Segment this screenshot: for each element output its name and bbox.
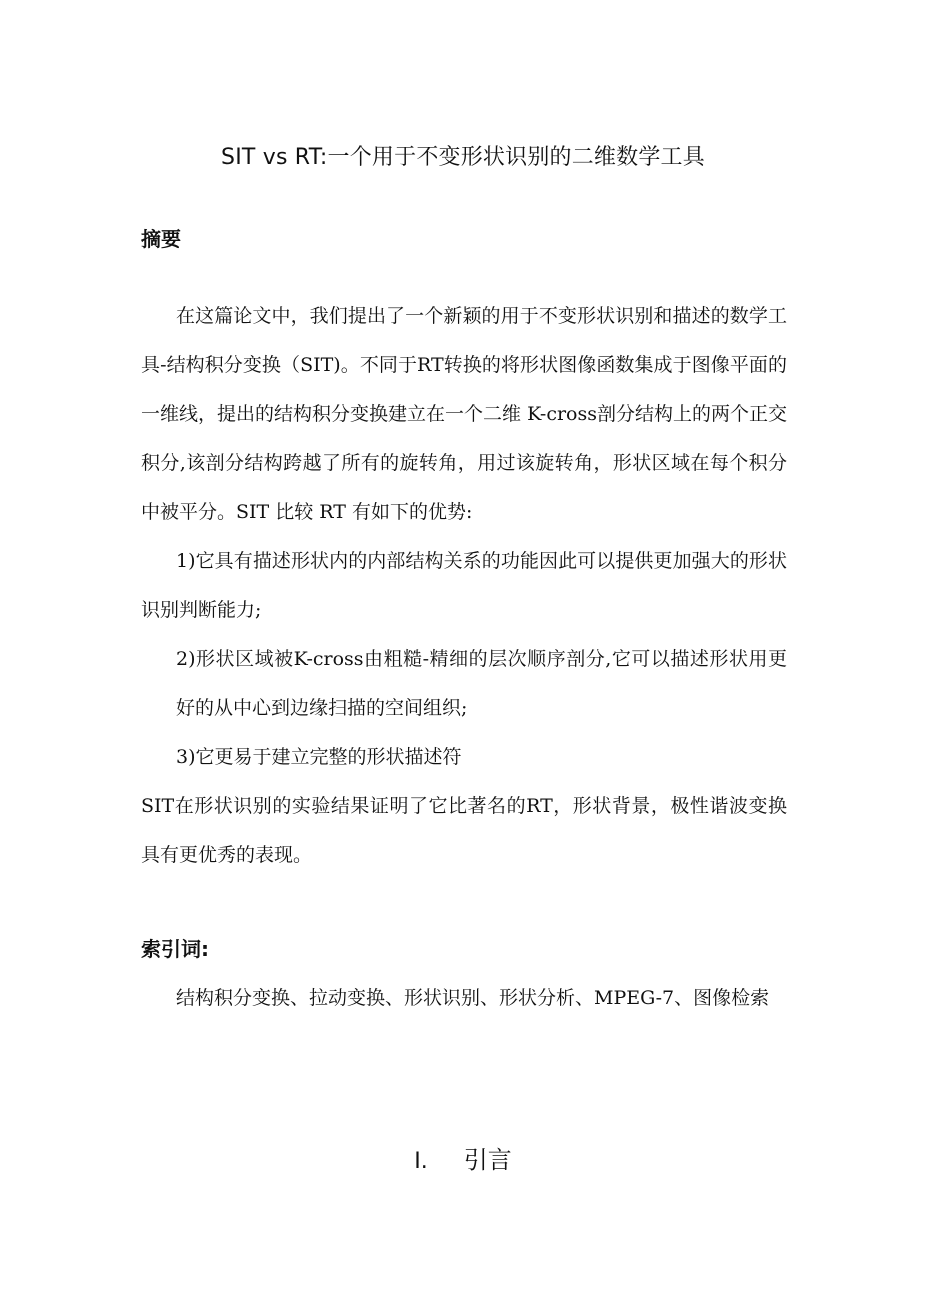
advantage-item-1: 1)它具有描述形状内的内部结构关系的功能因此可以提供更加强大的形状识别判断能力; bbox=[141, 550, 787, 621]
abstract-body bbox=[141, 292, 787, 880]
index-terms-body bbox=[141, 974, 787, 1023]
section-number: I. bbox=[414, 1149, 428, 1174]
abstract-conclusion: SIT在形状识别的实验结果证明了它比著名的RT，形状背景，极性谐波变换具有更优秀的表现。 bbox=[141, 795, 787, 866]
abstract-heading: 摘要 bbox=[141, 227, 181, 251]
keywords-text: 结构积分变换、拉动变换、形状识别、形状分析、MPEG-7、图像检索 bbox=[176, 987, 770, 1009]
index-terms-heading: 索引词: bbox=[141, 937, 209, 961]
section-title: 引言 bbox=[463, 1146, 512, 1174]
advantage-item-2: 2)形状区域被K-cross由粗糙-精细的层次顺序剖分,它可以描述形状用更好的从中心到边缘扫描的空间组织; bbox=[176, 648, 787, 719]
abstract-paragraph: 在这篇论文中，我们提出了一个新颖的用于不变形状识别和描述的数学工具-结构积分变换（SIT)。不同于RT转换的将形状图像函数集成于图像平面的一维线，提出的结构积分变换建立在一个二维 K-cross剖分结构上的两个正交积分,该剖分结构跨越了所有的旋转角，用过该旋转角，形状区域在每个积分中被平分。SIT 比较 RT 有如下的优势: bbox=[141, 305, 787, 523]
paper-title: SIT vs RT:一个用于不变形状识别的二维数学工具 bbox=[221, 145, 705, 170]
introduction-heading bbox=[0, 1140, 926, 1175]
advantage-item-3: 3)它更易于建立完整的形状描述符 bbox=[176, 746, 462, 768]
